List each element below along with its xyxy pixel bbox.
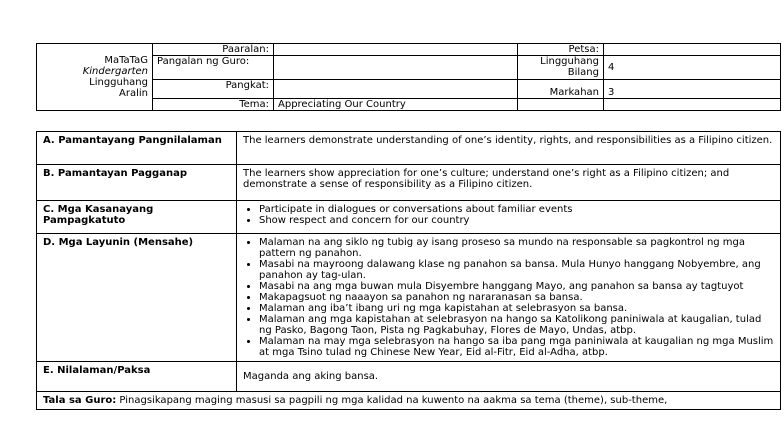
section-e-text: Maganda ang aking bansa. bbox=[237, 362, 781, 392]
table-row bbox=[37, 234, 781, 362]
school-value[interactable] bbox=[274, 44, 518, 56]
theme-label: Tema: bbox=[153, 99, 274, 111]
section-a-text: The learners demonstrate understanding of one’s identity, rights, and responsibilities as a Filipino citizen. bbox=[237, 132, 781, 165]
teacher-note bbox=[37, 392, 781, 410]
week-value: 4 bbox=[604, 56, 781, 80]
program-lesson-1: Lingguhang bbox=[89, 77, 148, 88]
header-table bbox=[36, 43, 781, 111]
section-label: Pangkat: bbox=[153, 80, 274, 99]
week-label-line-2: Bilang bbox=[567, 67, 599, 78]
section-c-label: C. Mga Kasanayang Pampagkatuto bbox=[37, 201, 237, 234]
section-c-list bbox=[237, 201, 781, 234]
table-row bbox=[37, 362, 781, 392]
section-value[interactable] bbox=[274, 80, 518, 99]
program-lesson-2: Aralin bbox=[119, 88, 148, 99]
table-row bbox=[37, 165, 781, 201]
quarter-label: Markahan bbox=[518, 80, 604, 99]
note-label: Tala sa Guro: bbox=[43, 395, 117, 406]
list-item: • Show respect and concern for our country bbox=[259, 215, 774, 226]
content-table bbox=[36, 131, 781, 410]
theme-value: Appreciating Our Country bbox=[274, 99, 518, 111]
list-item: • Masabi na mayroong dalawang klase ng panahon sa bansa. Mula Hunyo hanggang Nobyembre, ang panahon ay tag-ulan. bbox=[259, 259, 774, 281]
table-row bbox=[37, 392, 781, 410]
table-row bbox=[37, 201, 781, 234]
section-d-label: D. Mga Layunin (Mensahe) bbox=[37, 234, 237, 362]
date-label: Petsa: bbox=[518, 44, 604, 56]
date-value[interactable] bbox=[604, 44, 781, 56]
list-item: • Participate in dialogues or conversations about familiar events bbox=[259, 204, 774, 215]
list-item: • Makapagsuot ng naaayon sa panahon ng nararanasan sa bansa. bbox=[259, 292, 774, 303]
empty-cell bbox=[518, 99, 604, 111]
program-name: MaTaTaG bbox=[104, 55, 148, 66]
program-cell bbox=[37, 44, 153, 111]
section-a-label: A. Pamantayang Pangnilalaman bbox=[37, 132, 237, 165]
table-row bbox=[37, 132, 781, 165]
empty-cell bbox=[604, 99, 781, 111]
note-text: Pinagsikapang maging masusi sa pagpili ng mga kalidad na kuwento na aakma sa tema (theme), sub-theme, bbox=[116, 395, 668, 406]
list-item: • Malaman na ang siklo ng tubig ay isang proseso sa mundo na responsable sa pagkontrol ng mga pattern ng panahon. bbox=[259, 237, 774, 259]
list-item: • Malaman ang mga kapistahan at selebrasyon na hango sa Katolikong paniniwala at kaugalian, tulad ng Pasko, Bagong Taon, Pista ng Pagkabuhay, Flores de Mayo, Undas, atbp. bbox=[259, 314, 774, 336]
list-item: • Malaman na may mga selebrasyon na hango sa iba pang mga paniniwala at kaugalian ng mga Muslim at mga Tsino tulad ng Chinese New Year, Eid al-Fitr, Eid al-Adha, atbp. bbox=[259, 336, 774, 358]
section-b-label: B. Pamantayan Pagganap bbox=[37, 165, 237, 201]
section-b-text: The learners show appreciation for one’s culture; understand one’s right as a Filipino citizen; and demonstrate a sense of responsibility as a Filipino citizen. bbox=[237, 165, 781, 201]
week-label-line-1: Lingguhang bbox=[540, 56, 599, 67]
program-level: Kindergarten bbox=[82, 66, 148, 77]
list-item: • Masabi na ang mga buwan mula Disyembre hanggang Mayo, ang panahon sa bansa ay tagtuyot bbox=[259, 281, 774, 292]
teacher-value[interactable] bbox=[274, 56, 518, 80]
quarter-value: 3 bbox=[604, 80, 781, 99]
section-d-list bbox=[237, 234, 781, 362]
teacher-label: Pangalan ng Guro: bbox=[153, 56, 274, 80]
week-label bbox=[518, 56, 604, 80]
section-e-label: E. Nilalaman/Paksa bbox=[37, 362, 237, 392]
list-item: • Malaman ang iba’t ibang uri ng mga kapistahan at selebrasyon sa bansa. bbox=[259, 303, 774, 314]
school-label: Paaralan: bbox=[153, 44, 274, 56]
